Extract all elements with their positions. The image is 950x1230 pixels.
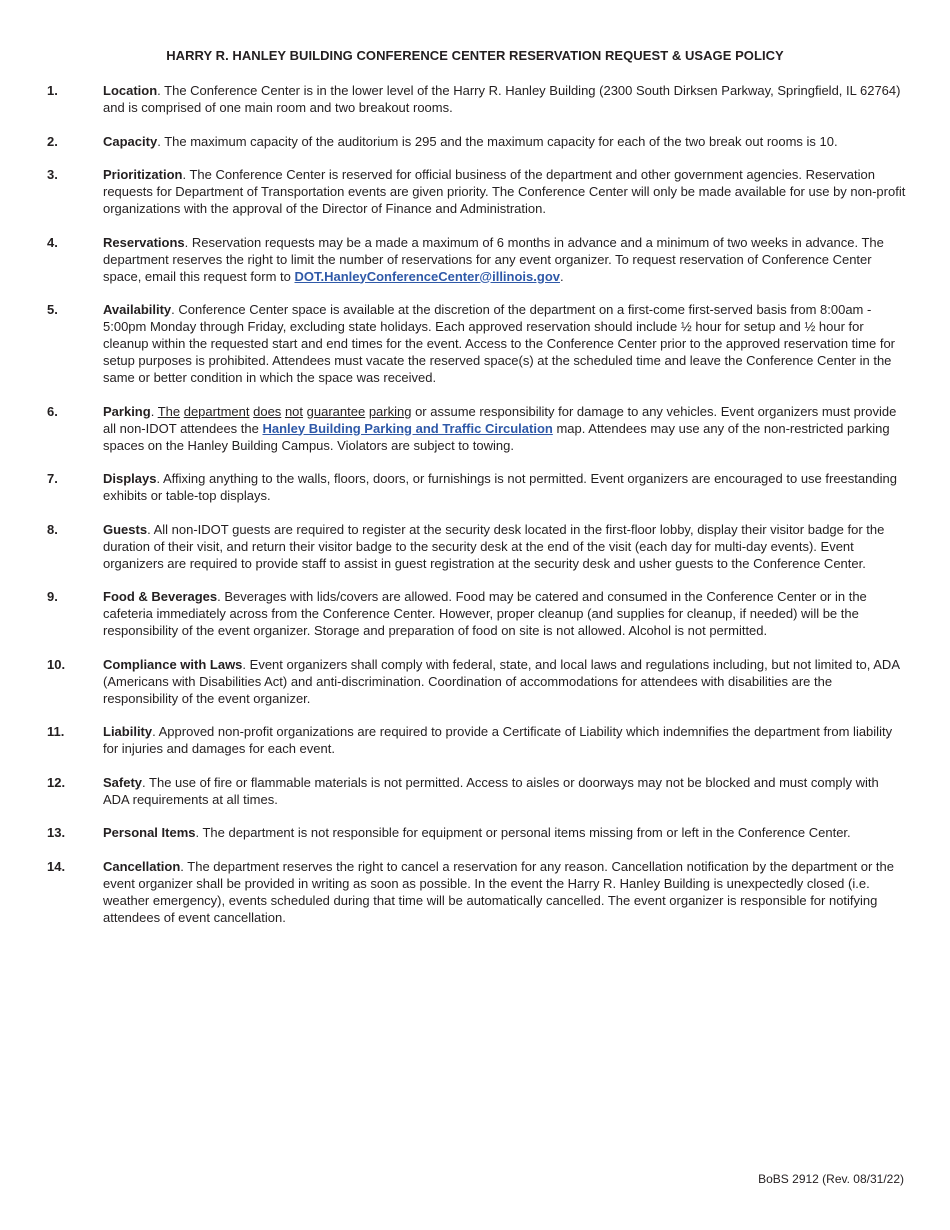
item-text-after: . — [560, 268, 564, 284]
email-link[interactable]: DOT.HanleyConferenceCenter@illinois.gov — [294, 268, 560, 284]
item-number: 8. — [47, 521, 58, 537]
underlined-word: does — [253, 403, 282, 419]
underlined-word: parking — [368, 403, 412, 419]
document-title: HARRY R. HANLEY BUILDING CONFERENCE CENTER RESERVATION REQUEST & USAGE POLICY — [166, 48, 784, 63]
item-number: 13. — [47, 825, 66, 840]
item-heading: Food & Beverages — [103, 589, 218, 604]
item-text-after: map. Attendees may use any of the non-restricted parking spaces on the Hanley Building Campus. Violators are subject to towing. — [103, 420, 890, 453]
item-text: . Approved non-profit organizations are required to provide a Certificate of Liability which indemnifies the department from liability for injuries and damages for each event. — [103, 724, 893, 756]
item-number: 12. — [47, 774, 66, 790]
policy-item-location — [47, 82, 907, 116]
item-heading: Guests — [103, 521, 148, 537]
item-text: . The Conference Center is in the lower level of the Harry R. Hanley Building (2300 South Dirksen Parkway, Springfield, IL 62764) and is comprised of one main room and two breakout rooms. — [103, 83, 901, 115]
item-number: 14. — [47, 858, 66, 874]
policy-item-compliance — [47, 656, 907, 707]
item-text: . All non-IDOT guests are required to register at the security desk located in the first-floor lobby, display their visitor badge for the duration of their visit, and return their visitor badge to the security desk at the end of the visit (each day for multi-day events). Event organizers are required to provide staff to assist in guest registration at the security desk and usher guests to the Conference Center. — [103, 521, 885, 571]
item-heading: Safety — [103, 774, 143, 790]
item-number: 10. — [47, 656, 66, 672]
item-text: . Conference Center space is available at the discretion of the department on a first-come first-served basis from 8:00am - 5:00pm Monday through Friday, excluding state holidays. Each approved reservation should include ½ hour for setup and ½ hour for cleanup within the requested start and end times for the event. Access to the Conference Center prior to the approved reservation time for setup purposes is prohibited. Attendees must vacate the reserved space(s) at the scheduled time and leave the Conference Center in the same or better condition in which the space was received. — [103, 302, 895, 385]
item-heading: Cancellation — [103, 858, 181, 874]
policy-item-cancellation — [47, 858, 907, 926]
item-number: 5. — [47, 302, 58, 317]
underlined-word: guarantee — [306, 403, 366, 419]
policy-item-guests — [47, 521, 907, 572]
item-text: . Reservation requests may be a made a maximum of 6 months in advance and a minimum of two weeks in advance. The department reserves the right to limit the number of reservations for any event organizer. To request reservation of Conference Center space, email this request form to — [103, 234, 884, 284]
item-text: . The department reserves the right to cancel a reservation for any reason. Cancellation notification by the department or the event organizer shall be provided in writing as soon as possible. In the event the Harry R. Hanley Building is unexpectedly closed (i.e. weather emergency), events scheduled during that time will be automatically cancelled. The event organizer is responsible for notifying attendees of event cancellation. — [103, 858, 895, 925]
item-heading: Prioritization — [103, 167, 183, 182]
item-number: 11. — [47, 724, 65, 739]
item-heading: Personal Items — [103, 825, 196, 840]
item-heading: Availability — [103, 302, 172, 317]
policy-item-capacity — [47, 133, 907, 150]
form-number: BoBS 2912 (Rev. 08/31/22) — [758, 1172, 904, 1186]
item-heading: Parking — [103, 403, 151, 419]
item-heading: Liability — [103, 724, 153, 739]
item-text: . The maximum capacity of the auditorium is 295 and the maximum capacity for each of the two break out rooms is 10. — [157, 133, 838, 149]
underlined-word: department — [183, 403, 250, 419]
item-heading: Capacity — [103, 133, 158, 149]
item-number: 6. — [47, 403, 58, 419]
underlined-word: The — [157, 403, 181, 419]
parking-map-link[interactable]: Hanley Building Parking and Traffic Circulation — [262, 420, 553, 436]
item-number: 2. — [47, 133, 58, 149]
policy-item-reservations — [47, 234, 907, 285]
item-heading: Location — [103, 83, 158, 98]
item-number: 1. — [47, 83, 58, 98]
policy-list — [47, 82, 907, 942]
policy-item-prioritization — [47, 166, 907, 217]
item-text: . The use of fire or flammable materials is not permitted. Access to aisles or doorways may not be blocked and must comply with ADA requirements at all times. — [103, 774, 879, 807]
item-text: . Beverages with lids/covers are allowed. Food may be catered and consumed in the Conference Center or in the cafeteria immediately across from the Conference Center. However, proper cleanup (and supplies for cleanup, if needed) will be the responsibility of the event organizer. Storage and preparation of food on site is not allowed. Alcohol is not permitted. — [103, 589, 867, 638]
item-text: . The Conference Center is reserved for official business of the department and other government agencies. Reservation requests for Department of Transportation events are given priority. The Conference Center will only be made available for use by non-profit organizations with the approval of the Director of Finance and Administration. — [103, 167, 906, 216]
underlined-word: not — [284, 403, 304, 419]
item-heading: Reservations — [103, 234, 185, 250]
item-text: . Event organizers shall comply with federal, state, and local laws and regulations including, but not limited to, ADA (Americans with Disabilities Act) and anti-discrimination. Coordination of accommodations for attendees with disabilities are the responsibility of the event organizer. — [103, 656, 900, 706]
policy-item-safety — [47, 774, 907, 808]
item-number: 7. — [47, 471, 58, 486]
item-text: . Affixing anything to the walls, floors, doors, or furnishings is not permitted. Event organizers are encouraged to use freestanding exhibits or table-top displays. — [103, 471, 897, 503]
item-number: 3. — [47, 167, 58, 182]
item-number: 9. — [47, 589, 58, 604]
item-text-pre: . — [150, 403, 158, 419]
item-text: or assume responsibility for damage to any vehicles. Event organizers must provide all non-IDOT attendees the — [103, 403, 897, 436]
policy-item-availability — [47, 301, 907, 386]
policy-item-parking — [47, 403, 907, 454]
policy-item-displays — [47, 470, 907, 504]
item-text: . The department is not responsible for equipment or personal items missing from or left in the Conference Center. — [195, 825, 851, 840]
policy-item-personal-items — [47, 824, 907, 841]
item-heading: Compliance with Laws — [103, 656, 243, 672]
policy-item-liability — [47, 723, 907, 757]
policy-item-food-beverages — [47, 588, 907, 639]
item-heading: Displays — [103, 471, 157, 486]
item-number: 4. — [47, 234, 58, 250]
